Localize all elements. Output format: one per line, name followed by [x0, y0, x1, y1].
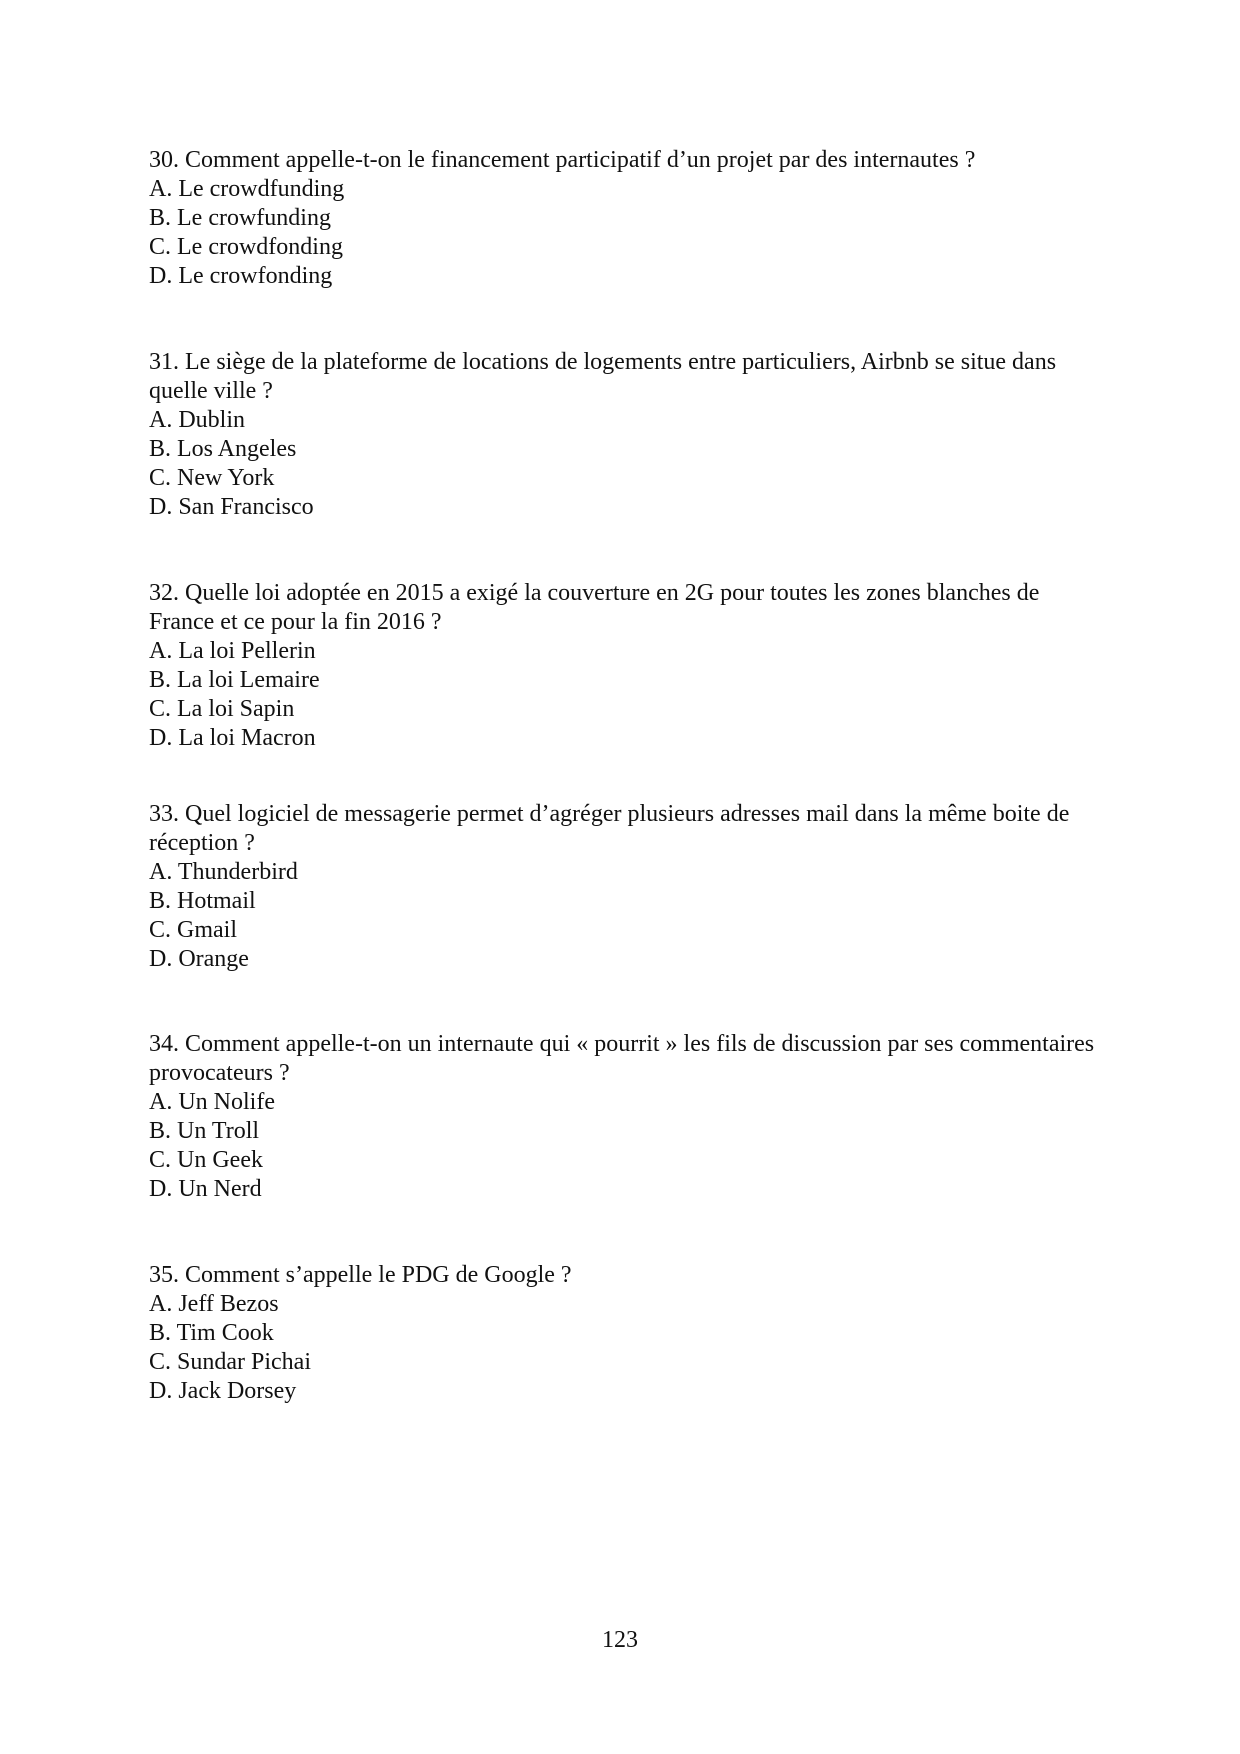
question-33-option-c: C. Gmail [149, 917, 237, 943]
question-32-text: 32. Quelle loi adoptée en 2015 a exigé la couverture en 2G pour toutes les zones blanches de France et ce pour la fin 2016 ? [149, 580, 1040, 635]
question-30-option-c: C. Le crowdfonding [149, 234, 343, 260]
question-33-text: 33. Quel logiciel de messagerie permet d’agréger plusieurs adresses mail dans la même boite de réception ? [149, 801, 1070, 856]
question-34-text: 34. Comment appelle-t-on un internaute qui « pourrit » les fils de discussion par ses commentaires provocateurs ? [149, 1031, 1095, 1086]
question-32-option-b: B. La loi Lemaire [149, 667, 320, 693]
question-32-option-c: C. La loi Sapin [149, 696, 295, 722]
question-35 [149, 1261, 572, 1406]
question-30-option-d: D. Le crowfonding [149, 263, 333, 289]
question-31-option-b: B. Los Angeles [149, 436, 297, 462]
question-31 [149, 348, 1099, 522]
question-31-text: 31. Le siège de la plateforme de locations de logements entre particuliers, Airbnb se situe dans quelle ville ? [149, 349, 1057, 404]
question-34-option-a: A. Un Nolife [149, 1089, 275, 1115]
question-35-option-c: C. Sundar Pichai [149, 1349, 311, 1375]
question-32 [149, 579, 1099, 753]
question-34-option-c: C. Un Geek [149, 1147, 263, 1173]
question-33-option-b: B. Hotmail [149, 888, 256, 914]
question-34-option-d: D. Un Nerd [149, 1176, 262, 1202]
question-35-text: 35. Comment s’appelle le PDG de Google ? [149, 1262, 572, 1288]
question-31-option-c: C. New York [149, 465, 275, 491]
question-30-text: 30. Comment appelle-t-on le financement participatif d’un projet par des internautes ? [149, 147, 976, 173]
question-35-option-d: D. Jack Dorsey [149, 1378, 297, 1404]
question-30-option-b: B. Le crowfunding [149, 205, 331, 231]
page-number: 123 [602, 1627, 638, 1653]
question-35-option-a: A. Jeff Bezos [149, 1291, 279, 1317]
question-32-option-a: A. La loi Pellerin [149, 638, 316, 664]
question-30-option-a: A. Le crowdfunding [149, 176, 345, 202]
question-33-option-a: A. Thunderbird [149, 859, 298, 885]
question-34-option-b: B. Un Troll [149, 1118, 260, 1144]
question-32-option-d: D. La loi Macron [149, 725, 316, 751]
question-35-option-b: B. Tim Cook [149, 1320, 274, 1346]
question-31-option-d: D. San Francisco [149, 494, 314, 520]
question-30 [149, 146, 975, 291]
question-34 [149, 1030, 1099, 1204]
question-33 [149, 800, 1099, 974]
question-31-option-a: A. Dublin [149, 407, 245, 433]
question-33-option-d: D. Orange [149, 946, 249, 972]
